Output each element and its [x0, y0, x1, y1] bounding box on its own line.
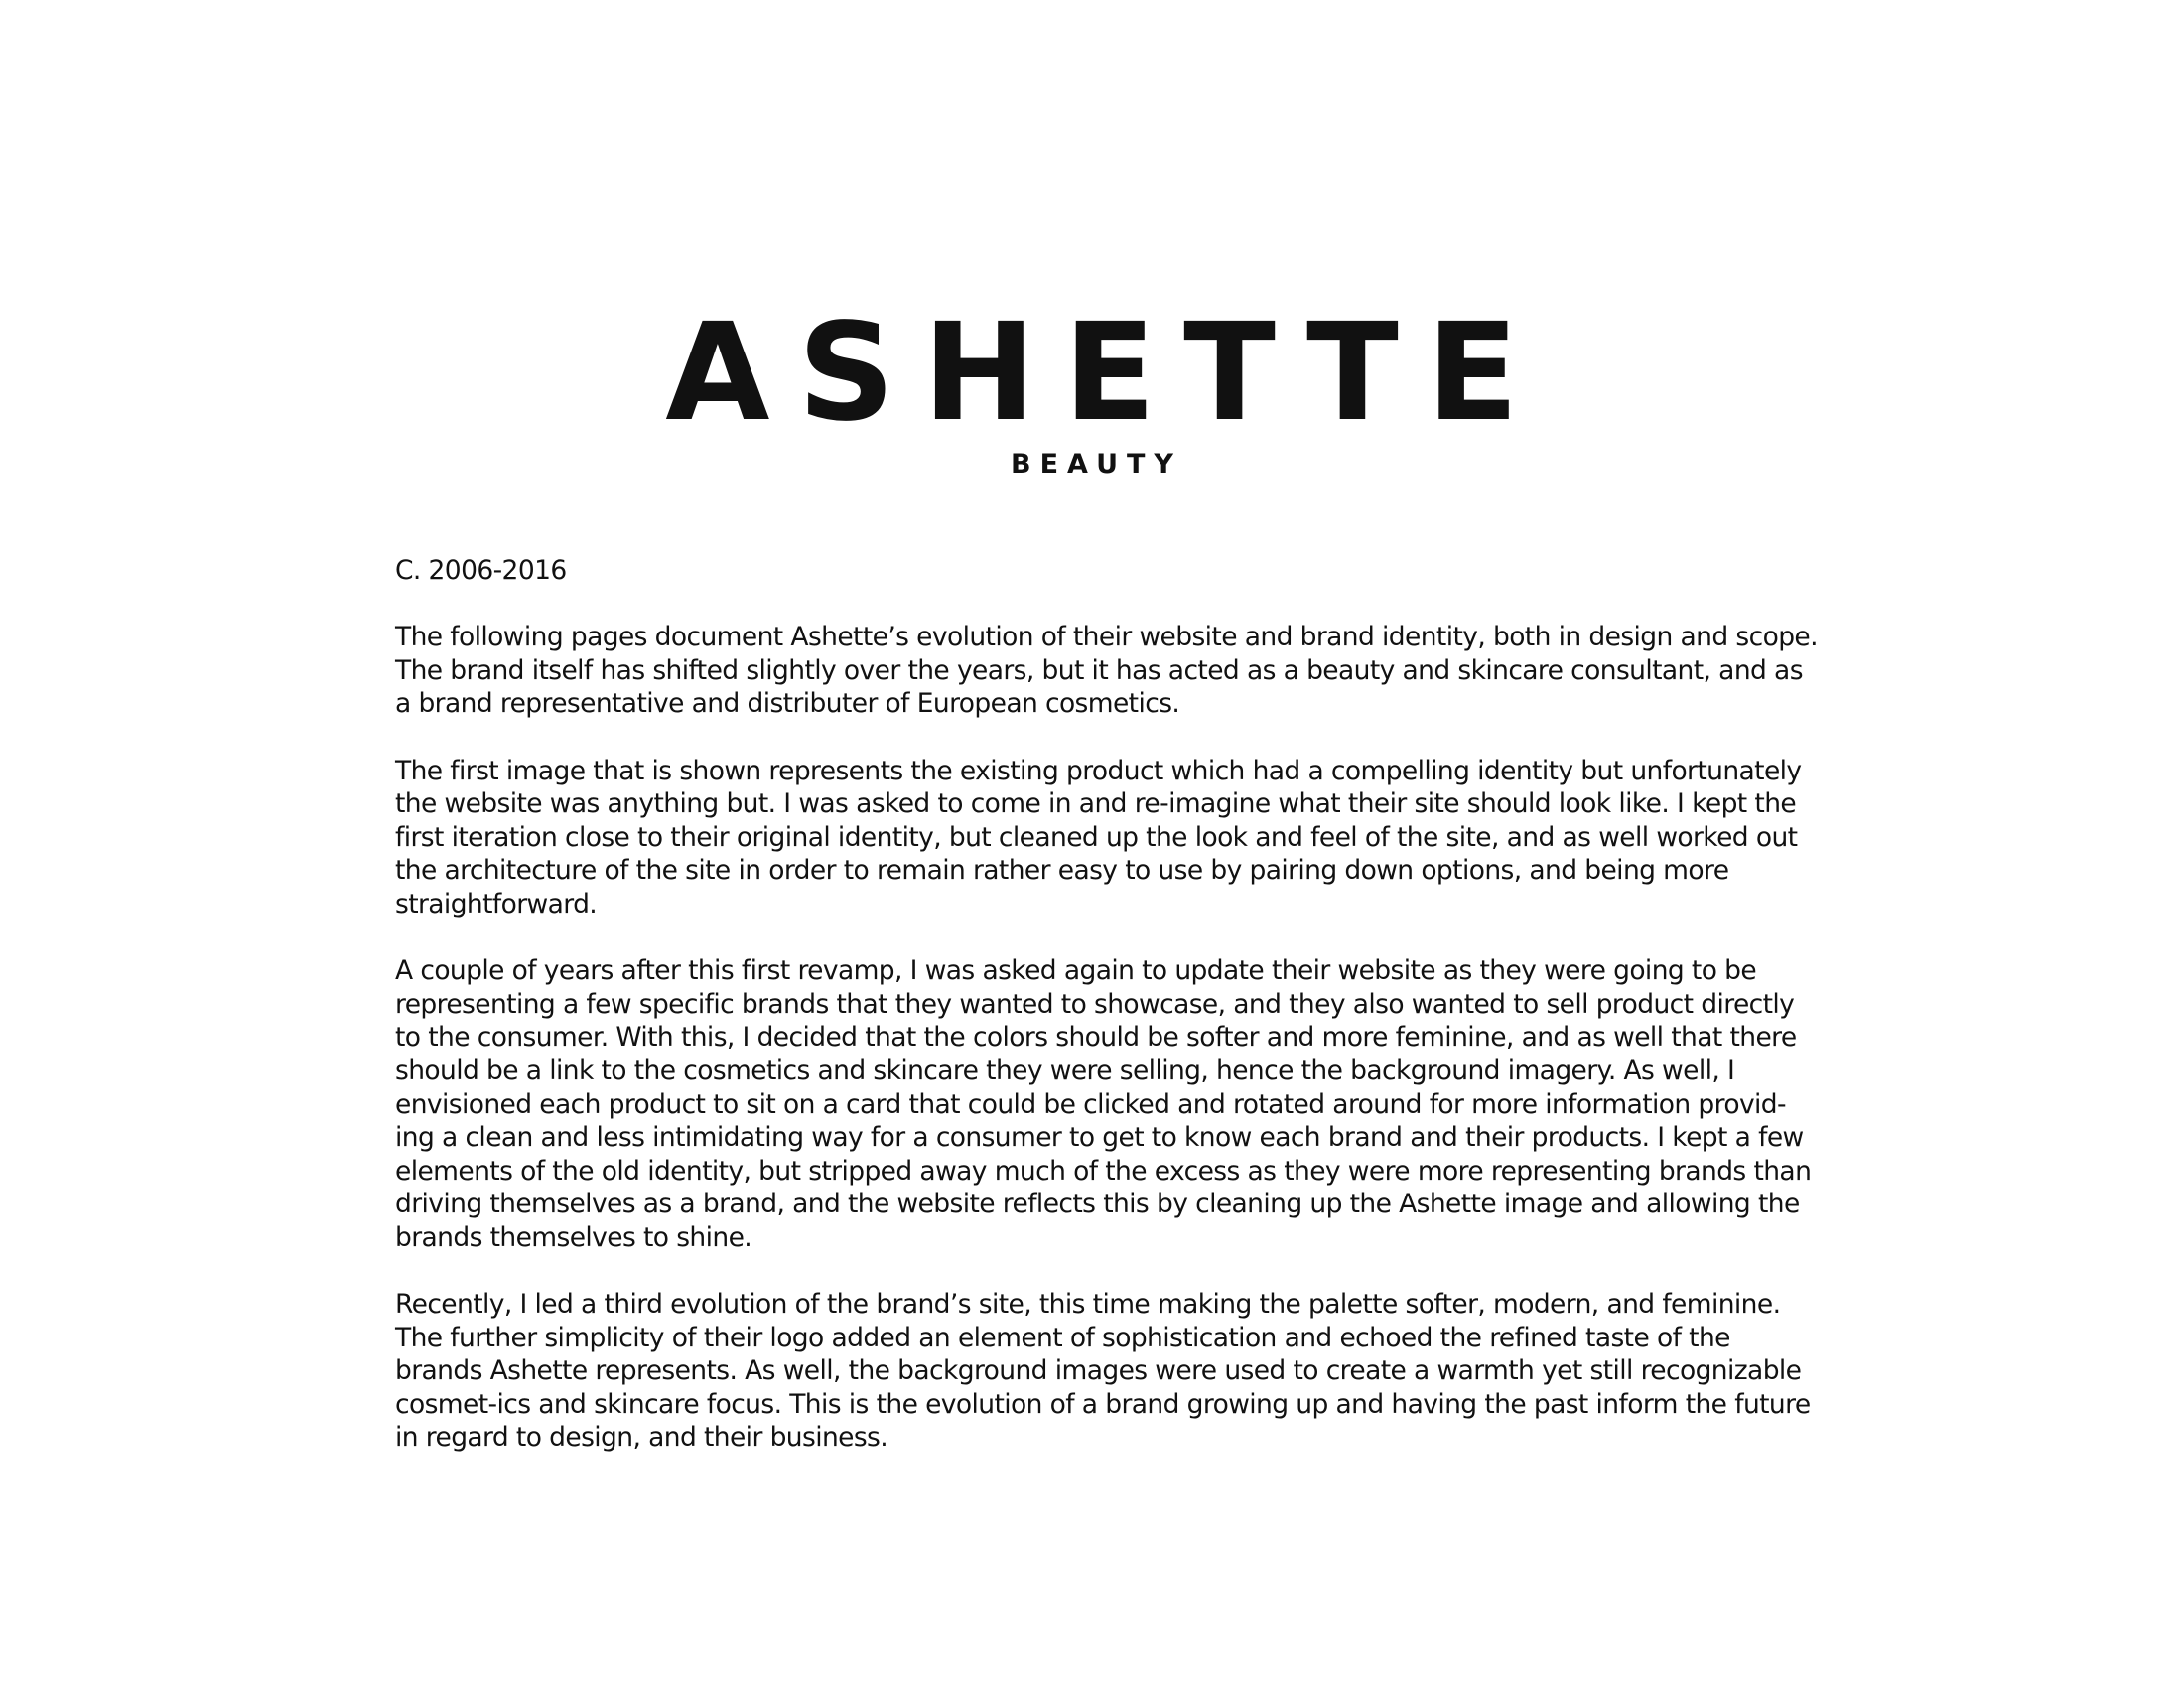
paragraph-intro: The following pages document Ashette’s evolution of their website and brand identity, both in design and scope. The brand itself has shifted slightly over the years, but it has acted as a beauty and skincare consultant, and as a brand representative and distributer of European cosmetics.: [395, 622, 1818, 720]
brand-logo: [0, 295, 2184, 480]
paragraph-third-iteration: Recently, I led a third evolution of the brand’s site, this time making the palette softer, modern, and feminine. The further simplicity of their logo added an element of sophistication and echoed the refined taste of the brands Ashette represents. As well, the background images were used to create a warmth yet still recognizable cosmet-ics and skincare focus. This is the evolution of a brand growing up and having the past inform the future in regard to design, and their business.: [395, 1289, 1811, 1454]
date-range: C. 2006-2016: [395, 555, 567, 586]
paragraph-second-iteration: A couple of years after this first revamp, I was asked again to update their website as they were going to be representing a few specific brands that they wanted to showcase, and they also wanted to sell product directly to the consumer. With this, I decided that the colors should be softer and more feminine, and as well that there should be a link to the cosmetics and skincare they were selling, hence the background imagery. As well, I envisioned each product to sit on a card that could be clicked and rotated around for more information provid-ing a clean and less intimidating way for a consumer to get to know each brand and their products. I kept a few elements of the old identity, but stripped away much of the excess as they were more representing brands than driving themselves as a brand, and the website reflects this by cleaning up the Ashette image and allowing the brands themselves to shine.: [395, 955, 1812, 1253]
document-body: [395, 554, 1825, 1488]
logo-subtitle: BEAUTY: [1011, 449, 1182, 480]
logo-wordmark: ASHETTE: [665, 295, 1547, 452]
paragraph-first-iteration: The first image that is shown represents the existing product which had a compelling identity but unfortunately the website was anything but. I was asked to come in and re-imagine what their site should look like. I kept the first iteration close to their original identity, but cleaned up the look and feel of the site, and as well worked out the architecture of the site in order to remain rather easy to use by pairing down options, and being more straightforward.: [395, 755, 1802, 919]
